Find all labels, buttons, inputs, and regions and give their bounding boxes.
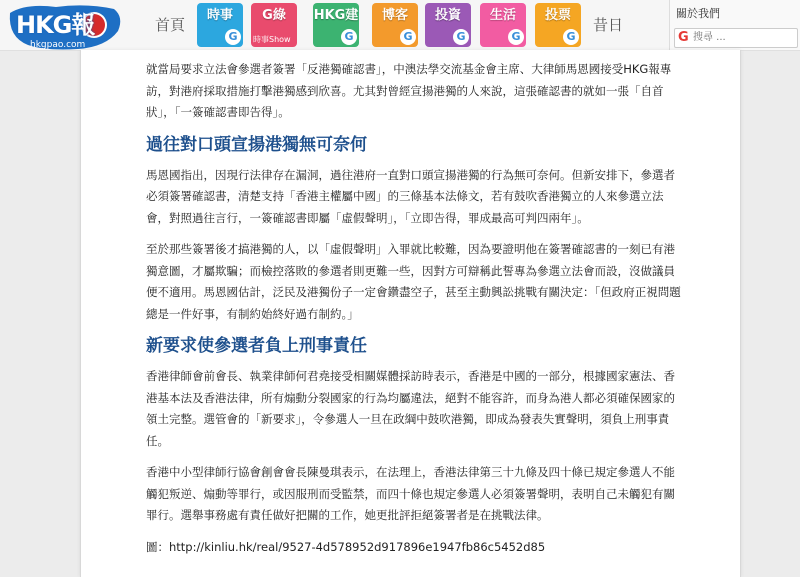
nav-past[interactable]: 昔日: [593, 16, 624, 34]
nav-tile-label: HKG建: [313, 8, 359, 23]
nav-tile-label: 生活: [489, 8, 516, 23]
nav-tile-current-affairs[interactable]: [197, 3, 243, 47]
g-icon: G: [563, 29, 579, 45]
nav-tile-lifestyle[interactable]: [480, 3, 526, 47]
nav-home[interactable]: 首頁: [155, 16, 186, 34]
nav-tile-investment[interactable]: [425, 3, 471, 47]
article-panel: [80, 50, 741, 577]
article-paragraph: 香港律師會前會長、執業律師何君堯接受相關媒體採訪時表示，香港是中國的一部分，根據國家憲法、香港基本法及香港法律，所有煽動分裂國家的行為均屬違法，絕對不能容許，而身為港人都必須確保國家的領土完整。選管會的「新要求」，令參選人一旦在政綱中鼓吹港獨，即成為發表失實聲明，須負上刑事責任。: [146, 369, 675, 448]
image-credit: 圖：http://kinliu.hk/real/9527-4d578952d917896e1947fb86c5452d85: [146, 539, 546, 554]
g-icon: G: [225, 29, 241, 45]
site-logo[interactable]: [6, 3, 124, 51]
article-paragraph: 就當局要求立法會參選者簽署「反港獨確認書」，中澳法學交流基金會主席、大律師馬恩國接受HKG報專訪，對港府採取措施打擊港獨感到欣喜。尤其對曾經宣揚港獨的人來說，這張確認書的就如一張「自首狀」，「一簽確認書即告得」。: [146, 62, 672, 119]
top-navigation-bar: [0, 0, 800, 51]
search-input[interactable]: [693, 30, 793, 45]
nav-tile-label: G綠: [262, 8, 286, 23]
nav-tile-blog[interactable]: [372, 3, 418, 47]
nav-tile-label: 博客: [381, 8, 408, 23]
about-us-link[interactable]: 關於我們: [676, 7, 720, 20]
nav-tile-sub: 時事Show: [253, 35, 291, 44]
section-heading: 過往對口頭宣揚港獨無可奈何: [146, 134, 367, 155]
nav-tile-hkg-build[interactable]: [313, 3, 359, 47]
search-box: [674, 28, 798, 48]
article-content: [146, 59, 686, 568]
article-paragraph: 至於那些簽署後才搞港獨的人，以「虛假聲明」入罪就比較難，因為要證明他在簽署確認書的一刻已有港獨意圖，才屬欺騙；而檢控落敗的參選者則更難一些，因對方可辯稱此誓專為參選立法會而設，沒做議員便不適用。馬恩國估計，泛民及港獨份子一定會鑽盡空子，甚至主動興訟挑戰有關決定：「但政府正視問題總是一件好事，有制約始終好過冇制約。」: [146, 242, 681, 321]
g-icon: G: [400, 29, 416, 45]
article-paragraph: 香港中小型律師行協會創會會長陳曼琪表示，在法理上，香港法律第三十九條及四十條已規定參選人不能觸犯叛逆、煽動等罪行，或因服刑而受監禁，而四十條也規定參選人必須簽署聲明，表明自己未觸犯有關罪行。選舉事務處有責任做好把關的工作，她更批評拒絕簽署者是在挑戰法律。: [146, 465, 675, 522]
nav-tile-label: 投資: [434, 8, 461, 23]
nav-tile-g-green[interactable]: [251, 3, 297, 47]
nav-tile-label: 投票: [544, 8, 571, 23]
article-paragraph: 馬恩國指出，因現行法律存在漏洞，過往港府一直對口頭宣揚港獨的行為無可奈何。但新安排下，參選者必須簽署確認書，清楚支持「香港主權屬中國」的三條基本法條文，若有鼓吹香港獨立的人來參選立法會，對照過往言行，一簽確認書即屬「虛假聲明」，「立即告得，罪成最高可判四兩年」。: [146, 167, 675, 225]
logo-text: HKG報: [16, 11, 95, 39]
google-g-icon: G: [678, 30, 689, 45]
section-heading: 新要求使參選者負上刑事責任: [146, 336, 367, 356]
g-icon: G: [508, 29, 524, 45]
g-icon: G: [341, 29, 357, 45]
g-icon: G: [453, 29, 469, 45]
nav-tile-vote[interactable]: [535, 3, 581, 47]
nav-tile-label: 時事: [206, 8, 233, 23]
header-right-panel: [669, 0, 800, 50]
logo-url: hkgpao.com: [30, 40, 86, 50]
